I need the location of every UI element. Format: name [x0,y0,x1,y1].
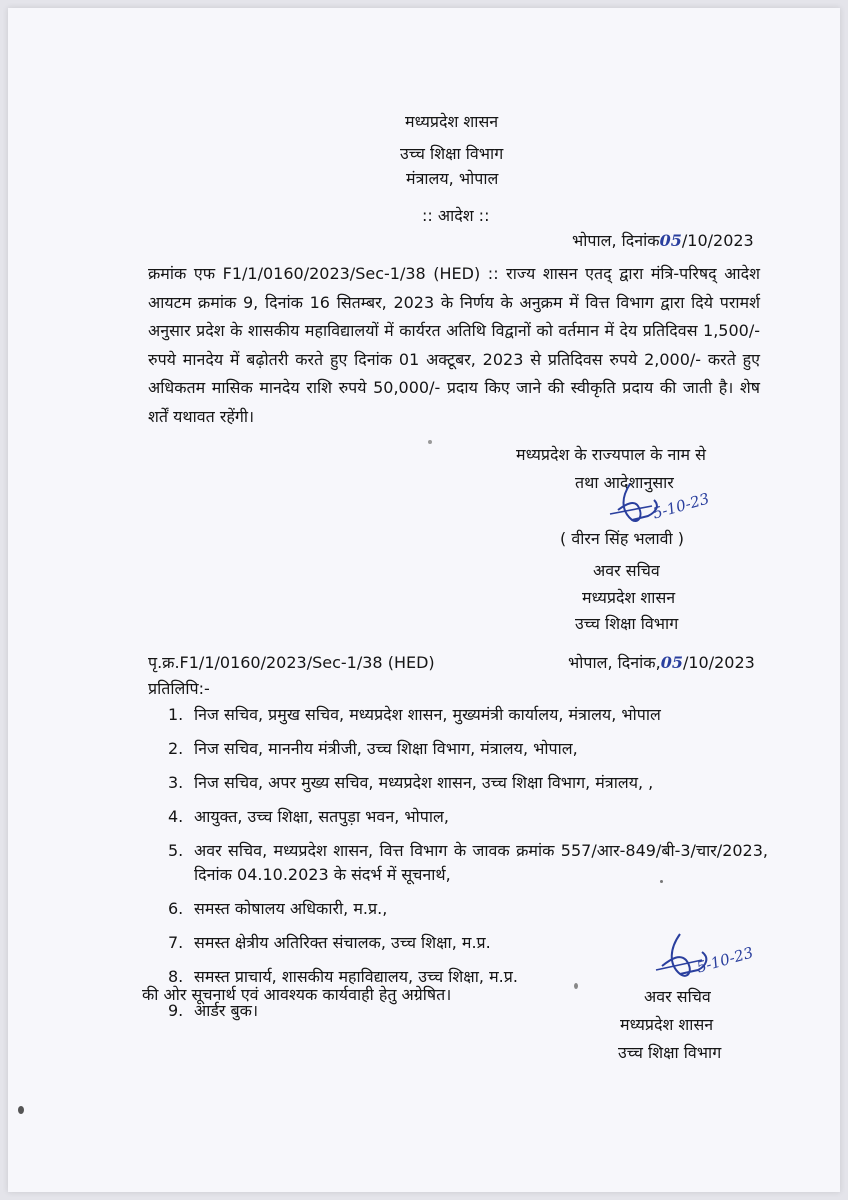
list-item: 1. निज सचिव, प्रमुख सचिव, मध्यप्रदेश शासन, मुख्यमंत्री कार्यालय, मंत्रालय, भोपाल [168,705,661,724]
order-date-prefix: भोपाल, दिनांक [572,231,660,250]
signatory-govt: मध्यप्रदेश शासन [582,588,676,607]
header-govt: मध्यप्रदेश शासन [405,112,499,131]
authority-line-1: मध्यप्रदेश के राज्यपाल के नाम से [516,445,706,464]
signatory-name: ( वीरन सिंह भलावी ) [560,529,685,548]
endorsement-govt: मध्यप्रदेश शासन [620,1015,714,1034]
authority-line-2: तथा आदेशानुसार [575,473,674,492]
document-page [8,8,840,1192]
list-item: 8. समस्त प्राचार्य, शासकीय महाविद्यालय, उच्च शिक्षा, म.प्र. [168,967,518,986]
order-paragraph: क्रमांक एफ F1/1/0160/2023/Sec-1/38 (HED) :: राज्य शासन एतद् द्वारा मंत्रि-परिषद् आदेश आयटम क्रमांक 9, दिनांक 16 सितम्बर, 2023 के निर्णय के अनुक्रम में वित्त विभाग द्वारा दिये परामर्श अनुसार प्रदेश के शासकीय महाविद्यालयों में कार्यरत अतिथि विद्वानों को वर्तमान में देय प्रतिदिवस 1,500/- रुपये मानदेय में बढ़ोतरी करते हुए दिनांक 01 अक्टूबर, 2023 से प्रतिदिवस रुपये 2,000/- करते हुए अधिकतम मासिक मानदेय राशि रुपये 50,000/- प्रदाय किए जाने की स्वीकृति प्रदाय की जाती है। शेष शर्तें यथावत रहेंगी। [148,264,760,426]
header-place: मंत्रालय, भोपाल [406,169,499,188]
list-item: 6. समस्त कोषालय अधिकारी, म.प्र., [168,899,388,918]
list-item: 4. आयुक्त, उच्च शिक्षा, सतपुड़ा भवन, भोपाल, [168,807,449,826]
list-item: 3. निज सचिव, अपर मुख्य सचिव, मध्यप्रदेश शासन, उच्च शिक्षा विभाग, मंत्रालय, , [168,773,654,792]
paper-speck [574,983,578,989]
endorsement-date [568,653,755,673]
signatory-designation: अवर सचिव [593,561,660,580]
list-item: 7. समस्त क्षेत्रीय अतिरिक्त संचालक, उच्च शिक्षा, म.प्र. [168,933,491,952]
copy-label: प्रतिलिपि:- [148,679,210,698]
order-date-suffix: /10/2023 [681,231,754,250]
endorsement-ref: पृ.क्र.F1/1/0160/2023/Sec-1/38 (HED) [148,653,435,672]
closing-line: की ओर सूचनार्थ एवं आवश्यक कार्यवाही हेतु अग्रेषित। [142,985,452,1004]
signatory-dept: उच्च शिक्षा विभाग [575,614,679,633]
order-date-handwritten-day: 05 [659,231,682,250]
endorsement-date-suffix: /10/2023 [682,653,755,672]
signature-date-2: 5-10-23 [694,943,756,977]
paper-speck [18,1106,24,1114]
list-item: 2. निज सचिव, माननीय मंत्रीजी, उच्च शिक्षा विभाग, मंत्रालय, भोपाल, [168,739,578,758]
endorsement-date-prefix: भोपाल, दिनांक, [568,653,661,672]
order-date [572,231,754,251]
list-item: 5. अवर सचिव, मध्यप्रदेश शासन, वित्त विभाग के जावक क्रमांक 557/आर-849/बी-3/चार/2023, दिनांक 04.10.2023 के संदर्भ में सूचनार्थ, [168,841,768,884]
endorsement-designation: अवर सचिव [644,987,711,1006]
order-title: :: आदेश :: [422,206,490,225]
endorsement-date-handwritten-day: 05 [660,653,683,672]
list-item: 9. आर्डर बुक। [168,1001,259,1020]
signature-date: 5-10-23 [650,489,712,523]
header-dept: उच्च शिक्षा विभाग [400,144,504,163]
paper-speck [660,880,663,883]
endorsement-dept: उच्च शिक्षा विभाग [618,1043,722,1062]
paper-speck [428,440,432,444]
